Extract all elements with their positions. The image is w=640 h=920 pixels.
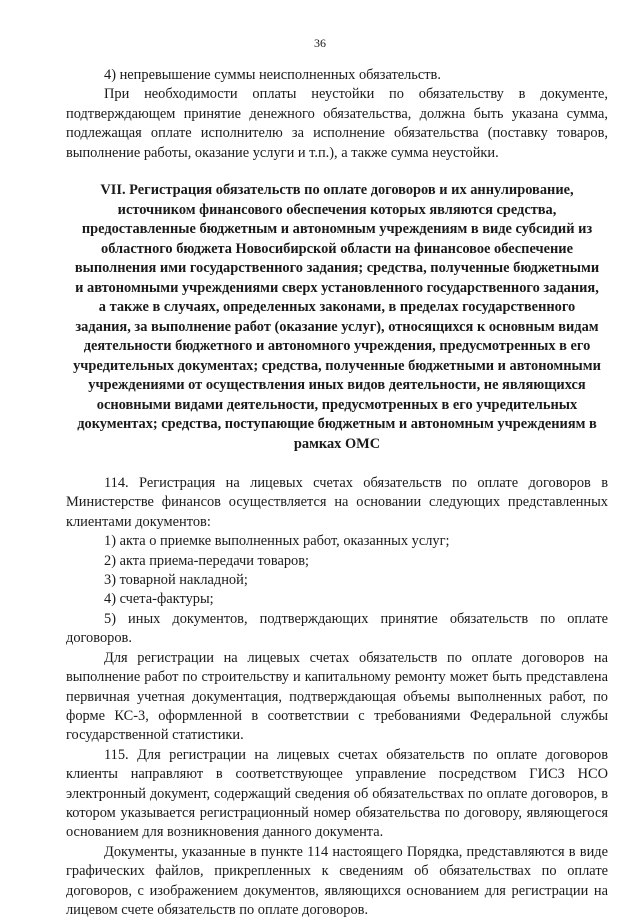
paragraph-documents: Документы, указанные в пункте 114 настоящего Порядка, представляются в виде графических файлов, прикрепленных к сведениям об обязательствах по оплате договоров, с изображением документов, являющихся основанием для регистрации на лицевом счете обязательств по оплате договоров. [66, 843, 608, 918]
page-number: 36 [314, 36, 326, 50]
list-item-4: 4) непревышение суммы неисполненных обязательств. [104, 67, 441, 83]
clause-114-item-1: 1) акта о приемке выполненных работ, оказанных услуг; [104, 533, 450, 550]
section-heading: VII. Регистрация обязательств по оплате договоров и их аннулирование, источником финансового обеспечения которых являются средства, предоставленные бюджетным и автономным учреждениям в виде субсидий из областного бюджета Новосибирской области на финансовое обеспечение выполнения ими государственного задания; средства, полученные бюджетными и автономными учреждениями сверх установленного государственного задания, а также в случаях, определенных законами, в пределах государственного задания, за выполнение работ (оказание услуг), относящихся к основным видам деятельности бюджетного и автономного учреждения, предусмотренных в его учредительных документах; средства, полученные бюджетными и автономными учреждениями от осуществления иных видов деятельности, не являющихся основными видами деятельности, предусмотренных в его учредительных документах; средства, поступающие бюджетным и автономным учреждениям в рамках ОМС [73, 182, 601, 452]
clause-114: 114. Регистрация на лицевых счетах обязательств по оплате договоров в Министерстве финансов осуществляется на основании следующих представленных клиентами документов: [66, 475, 608, 530]
paragraph-construction: Для регистрации на лицевых счетах обязательств по оплате договоров на выполнение работ по строительству и капитальному ремонту может быть представлена первичная учетная документация, подтверждающая объемы выполненных работ, по форме КС-3, оформленной в соответствии с требованиями Федеральной службы государственной статистики. [66, 649, 608, 744]
paragraph-penalty: При необходимости оплаты неустойки по обязательству в документе, подтверждающем принятие денежного обязательства, должна быть указана сумма, подлежащая оплате исполнителю за исполнение обязательства (поставку товаров, выполнение работы, оказание услуги и т.п.), а также сумма неустойки. [66, 86, 608, 161]
page-content [66, 66, 608, 920]
clause-114-item-5: 5) иных документов, подтверждающих принятие обязательств по оплате договоров. [66, 610, 608, 647]
clause-114-item-3: 3) товарной накладной; [104, 572, 248, 589]
clause-114-item-4: 4) счета-фактуры; [104, 591, 214, 608]
clause-114-item-2: 2) акта приема-передачи товаров; [104, 552, 310, 569]
clause-115: 115. Для регистрации на лицевых счетах обязательств по оплате договоров клиенты направляют в соответствующее управление посредством ГИСЗ НСО электронный документ, содержащий сведения об обязательствах по оплате договоров, в котором указывается регистрационный номер обязательства по договору, являющегося основанием для возникновения данного документа. [66, 746, 608, 841]
